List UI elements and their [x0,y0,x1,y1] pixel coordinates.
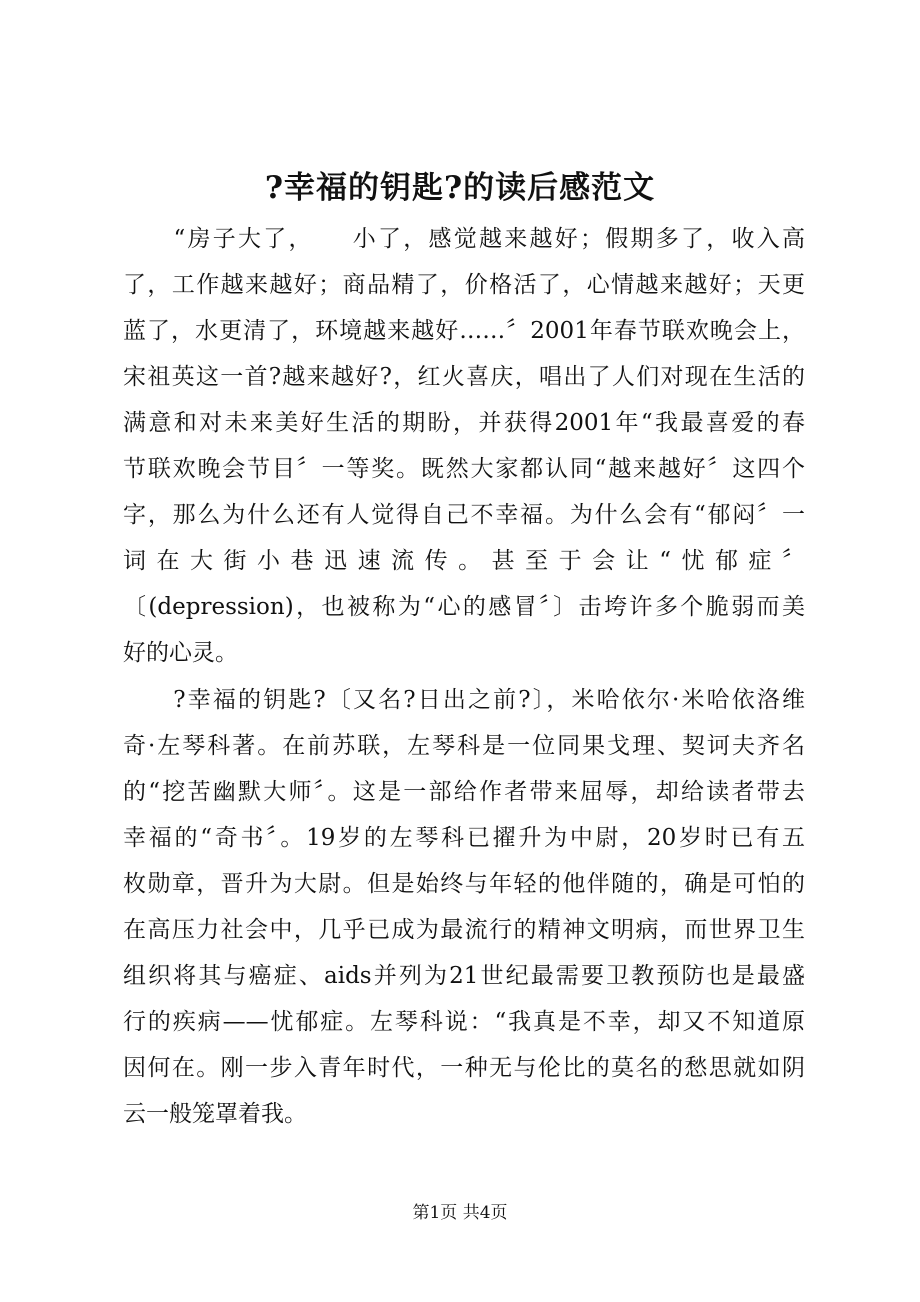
text-line: 组织将其与癌症、aids并列为21世纪最需要卫教预防也是最盛 [123,963,805,989]
text-line: 幸福的“奇书〞。19岁的左琴科已擢升为中尉，20岁时已有五 [123,825,805,851]
text-line: 因何在。刚一步入青年时代，一种无与伦比的莫名的愁思就如阴 [123,1055,805,1081]
text-line: ?幸福的钥匙?〔又名?日出之前?〕，米哈依尔·米哈依洛维 [123,687,805,713]
text-line: 字，那么为什么还有人觉得自己不幸福。为什么会有“郁闷〞一 [123,502,805,528]
text-line: 枚勋章，晋升为大尉。但是始终与年轻的他伴随的，确是可怕的 [123,871,805,897]
text-line: 词在大街小巷迅速流传。甚至于会让“忧郁症〞 [123,548,805,574]
text-line: “房子大了， 小了，感觉越来越好；假期多了，收入高 [123,226,805,252]
text-line: 的“挖苦幽默大师〞。这是一部给作者带来屈辱，却给读者带去 [123,779,805,805]
page-title: ?幸福的钥匙?的读后感范文 [264,170,656,206]
text-line: 节联欢晚会节目〞一等奖。既然大家都认同“越来越好〞这四个 [123,456,805,482]
text-line: 宋祖英这一首?越来越好?，红火喜庆，唱出了人们对现在生活的 [123,364,805,390]
text-line: 蓝了，水更清了，环境越来越好……〞2001年春节联欢晚会上， [123,318,805,344]
text-line: 了，工作越来越好；商品精了，价格活了，心情越来越好；天更 [123,272,805,298]
text-line: 满意和对未来美好生活的期盼，并获得2001年“我最喜爱的春 [123,410,805,436]
text-line: 〔(depression)，也被称为“心的感冒〞〕击垮许多个脆弱而美 [123,594,805,620]
text-line: 好的心灵。 [123,640,238,666]
text-line: 行的疾病——忧郁症。左琴科说：“我真是不幸，却又不知道原 [123,1009,805,1035]
text-line: 在高压力社会中，几乎已成为最流行的精神文明病，而世界卫生 [123,917,805,943]
text-line: 奇·左琴科著。在前苏联，左琴科是一位同果戈理、契诃夫齐名 [123,733,805,759]
text-line: 云一般笼罩着我。 [123,1101,307,1127]
page-footer: 第1页 共4页 [412,1203,508,1223]
